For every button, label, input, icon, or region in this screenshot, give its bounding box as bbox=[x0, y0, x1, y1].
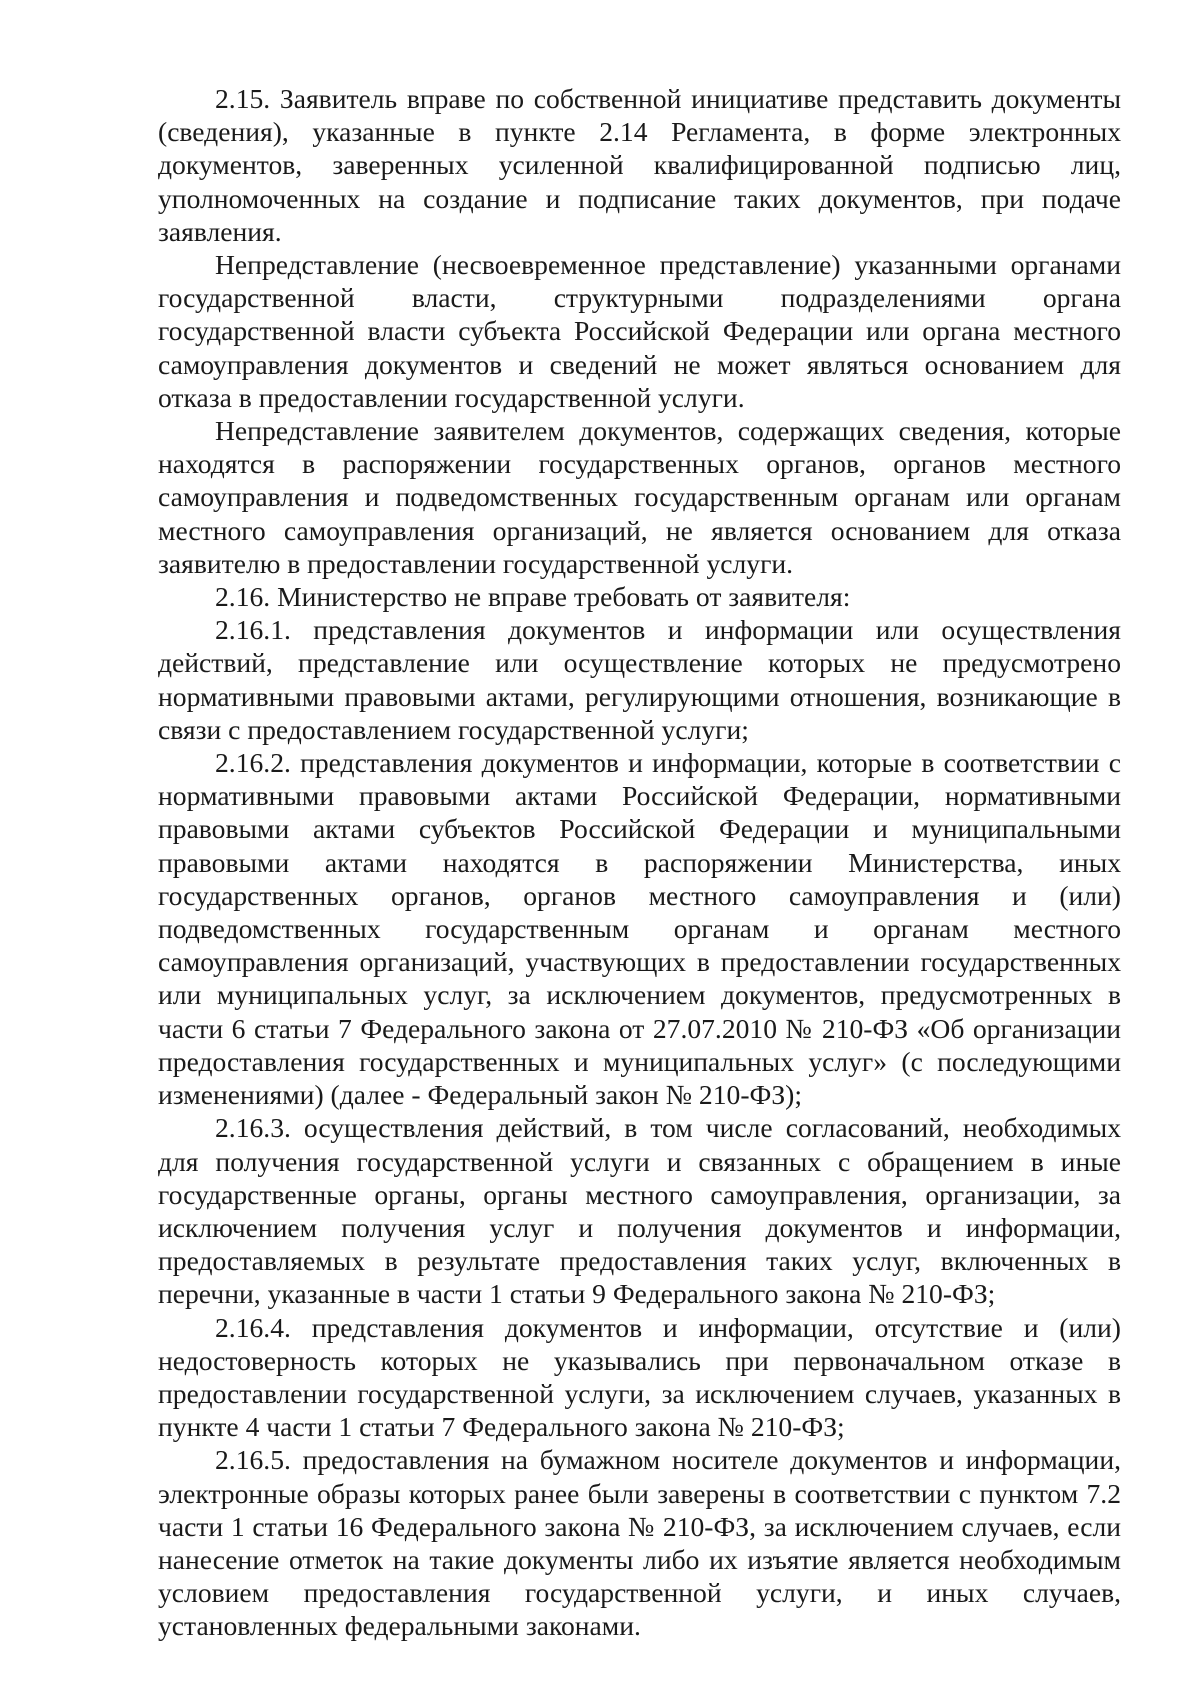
paragraph-2-16-1: 2.16.1. представления документов и информации или осуществления действий, представление или осуществление которых не предусмотрено нормативными правовыми актами, регулирующими отношения, возникающие в связи с предоставлением государственной услуги; bbox=[158, 614, 1121, 745]
paragraph-2-15: 2.15. Заявитель вправе по собственной инициативе представить документы (сведения), указанные в пункте 2.14 Регламента, в форме электронных документов, заверенных усиленной квалифицированной подписью лиц, уполномоченных на создание и подписание таких документов, при подаче заявления. bbox=[158, 83, 1121, 247]
paragraph-2-16-3: 2.16.3. осуществления действий, в том числе согласований, необходимых для получения государственной услуги и связанных с обращением в иные государственные органы, органы местного самоуправления, организации, за исключением получения услуг и получения документов и информации, предоставляемых в результате предоставления таких услуг, включенных в перечни, указанные в части 1 статьи 9 Федерального закона № 210-ФЗ; bbox=[158, 1112, 1121, 1310]
paragraph-2-16: 2.16. Министерство не вправе требовать от заявителя: bbox=[215, 581, 851, 613]
document-page bbox=[158, 82, 1121, 1643]
paragraph-2-16-5: 2.16.5. предоставления на бумажном носителе документов и информации, электронные образы которых ранее были заверены в соответствии с пунктом 7.2 части 1 статьи 16 Федерального закона № 210-ФЗ, за исключением случаев, если нанесение отметок на такие документы либо их изъятие является необходимым условием предоставления государственной услуги, и иных случаев, установленных федеральными законами. bbox=[158, 1444, 1121, 1642]
paragraph-2-16-4: 2.16.4. представления документов и информации, отсутствие и (или) недостоверность которых не указывались при первоначальном отказе в предоставлении государственной услуги, за исключением случаев, указанных в пункте 4 части 1 статьи 7 Федерального закона № 210-ФЗ; bbox=[158, 1311, 1121, 1443]
paragraph-2-16-2: 2.16.2. представления документов и информации, которые в соответствии с нормативными правовыми актами Российской Федерации, нормативными правовыми актами субъектов Российской Федерации и муниципальными правовыми актами находятся в распоряжении Министерства, иных государственных органов, органов местного самоуправления и (или) подведомственных государственным органам и органам местного самоуправления организаций, участвующих в предоставлении государственных или муниципальных услуг, за исключением документов, предусмотренных в части 6 статьи 7 Федерального закона от 27.07.2010 № 210-ФЗ «Об организации предоставления государственных и муниципальных услуг» (с последующими изменениями) (далее - Федеральный закон № 210-ФЗ); bbox=[158, 747, 1121, 1111]
paragraph-non-submission-authorities: Непредставление (несвоевременное представление) указанными органами государственной власти, структурными подразделениями органа государственной власти субъекта Российской Федерации или органа местного самоуправления документов и сведений не может являться основанием для отказа в предоставлении государственной услуги. bbox=[158, 249, 1121, 413]
paragraph-non-submission-applicant: Непредставление заявителем документов, содержащих сведения, которые находятся в распоряжении государственных органов, органов местного самоуправления и подведомственных государственным органам или органам местного самоуправления организаций, не является основанием для отказа заявителю в предоставлении государственной услуги. bbox=[158, 415, 1121, 579]
